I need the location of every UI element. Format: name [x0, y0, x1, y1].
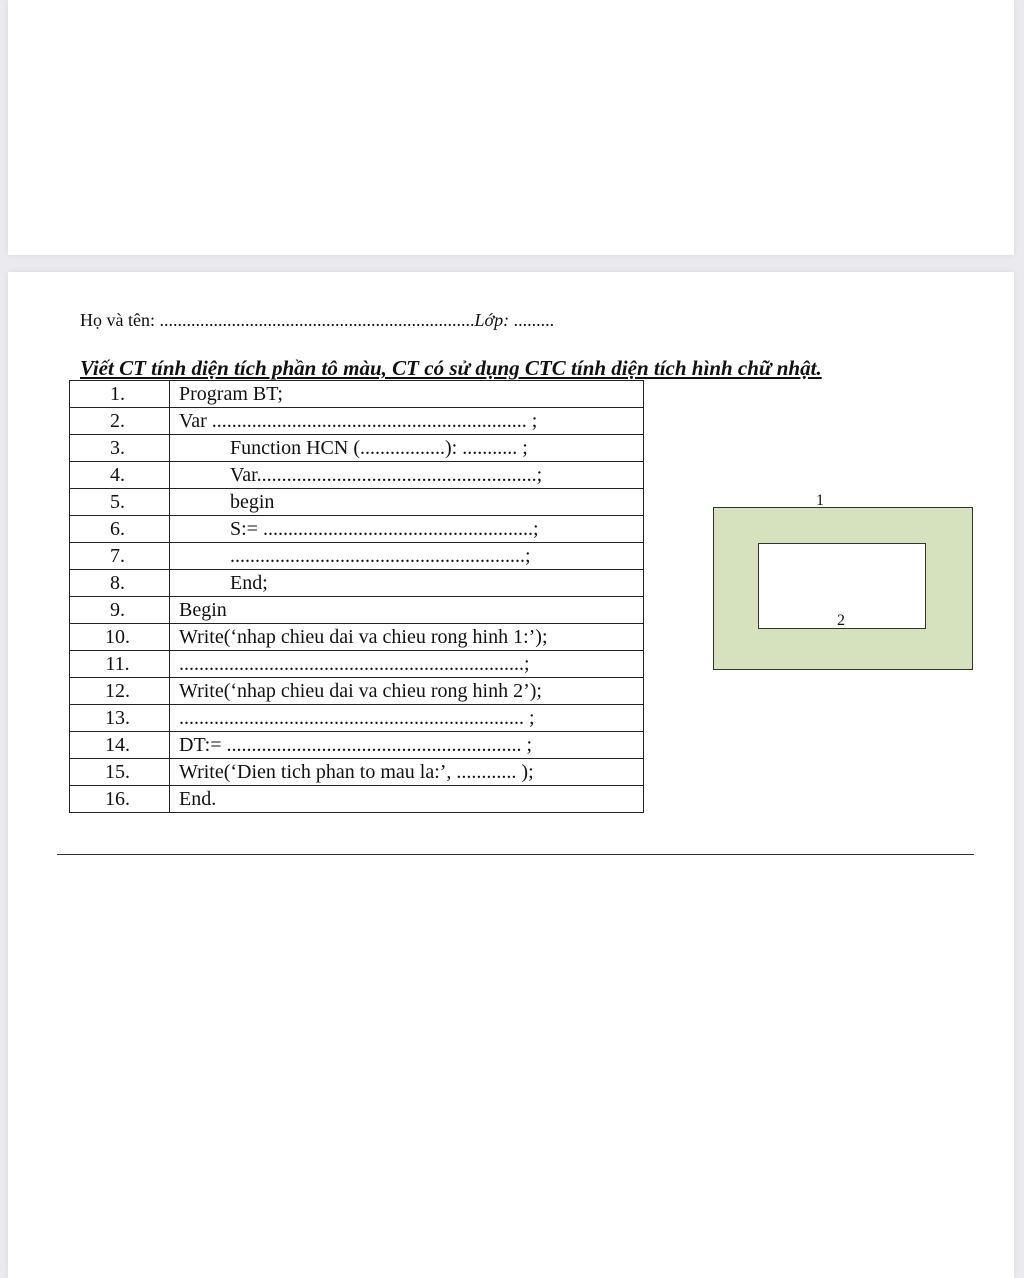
- line-number: 1.: [70, 381, 170, 408]
- class-blank: .........: [513, 310, 555, 330]
- line-number: 8.: [70, 570, 170, 597]
- code-table: [69, 380, 644, 813]
- code-line: Program BT;: [170, 381, 644, 408]
- line-number: 14.: [70, 732, 170, 759]
- line-number: 6.: [70, 516, 170, 543]
- table-row: [70, 570, 644, 597]
- table-row: [70, 489, 644, 516]
- code-line: begin: [170, 489, 644, 516]
- inner-rectangle-label: 2: [837, 612, 845, 629]
- code-line: ..................................................................... ;: [170, 705, 644, 732]
- line-number: 12.: [70, 678, 170, 705]
- task-title: Viết CT tính diện tích phần tô màu, CT có sử dụng CTC tính diện tích hình chữ nhật.: [80, 356, 822, 380]
- table-row: [70, 381, 644, 408]
- table-row: [70, 516, 644, 543]
- divider-line: [57, 854, 974, 855]
- code-line: ...........................................................;: [170, 543, 644, 570]
- line-number: 11.: [70, 651, 170, 678]
- code-line: Function HCN (.................): ........... ;: [170, 435, 644, 462]
- student-info-line: [80, 310, 554, 331]
- line-number: 5.: [70, 489, 170, 516]
- table-row: [70, 624, 644, 651]
- line-number: 2.: [70, 408, 170, 435]
- table-row: [70, 651, 644, 678]
- rectangle-figure: [713, 492, 973, 670]
- line-number: 10.: [70, 624, 170, 651]
- line-number: 15.: [70, 759, 170, 786]
- worksheet-page: [8, 272, 1014, 1278]
- line-number: 9.: [70, 597, 170, 624]
- code-line: End.: [170, 786, 644, 813]
- table-row: [70, 732, 644, 759]
- code-line: S:= ......................................................;: [170, 516, 644, 543]
- outer-rectangle-label: 1: [816, 492, 824, 509]
- name-label: Họ và tên:: [80, 310, 155, 330]
- line-number: 3.: [70, 435, 170, 462]
- line-number: 4.: [70, 462, 170, 489]
- class-label: Lớp:: [474, 310, 510, 330]
- table-row: [70, 678, 644, 705]
- code-line: Var ............................................................... ;: [170, 408, 644, 435]
- code-line: Begin: [170, 597, 644, 624]
- table-row: [70, 462, 644, 489]
- code-line: .....................................................................;: [170, 651, 644, 678]
- code-line: Write(‘nhap chieu dai va chieu rong hinh 2’);: [170, 678, 644, 705]
- code-line: Write(‘Dien tich phan to mau la:’, ............ );: [170, 759, 644, 786]
- line-number: 16.: [70, 786, 170, 813]
- table-row: [70, 759, 644, 786]
- line-number: 7.: [70, 543, 170, 570]
- code-line: Var........................................................;: [170, 462, 644, 489]
- table-row: [70, 543, 644, 570]
- table-row: [70, 597, 644, 624]
- code-line: End;: [170, 570, 644, 597]
- name-blank: ......................................................................: [159, 310, 475, 330]
- line-number: 13.: [70, 705, 170, 732]
- previous-page: [8, 0, 1014, 255]
- code-line: DT:= ........................................................... ;: [170, 732, 644, 759]
- table-row: [70, 786, 644, 813]
- table-row: [70, 435, 644, 462]
- code-line: Write(‘nhap chieu dai va chieu rong hinh 1:’);: [170, 624, 644, 651]
- table-row: [70, 408, 644, 435]
- table-row: [70, 705, 644, 732]
